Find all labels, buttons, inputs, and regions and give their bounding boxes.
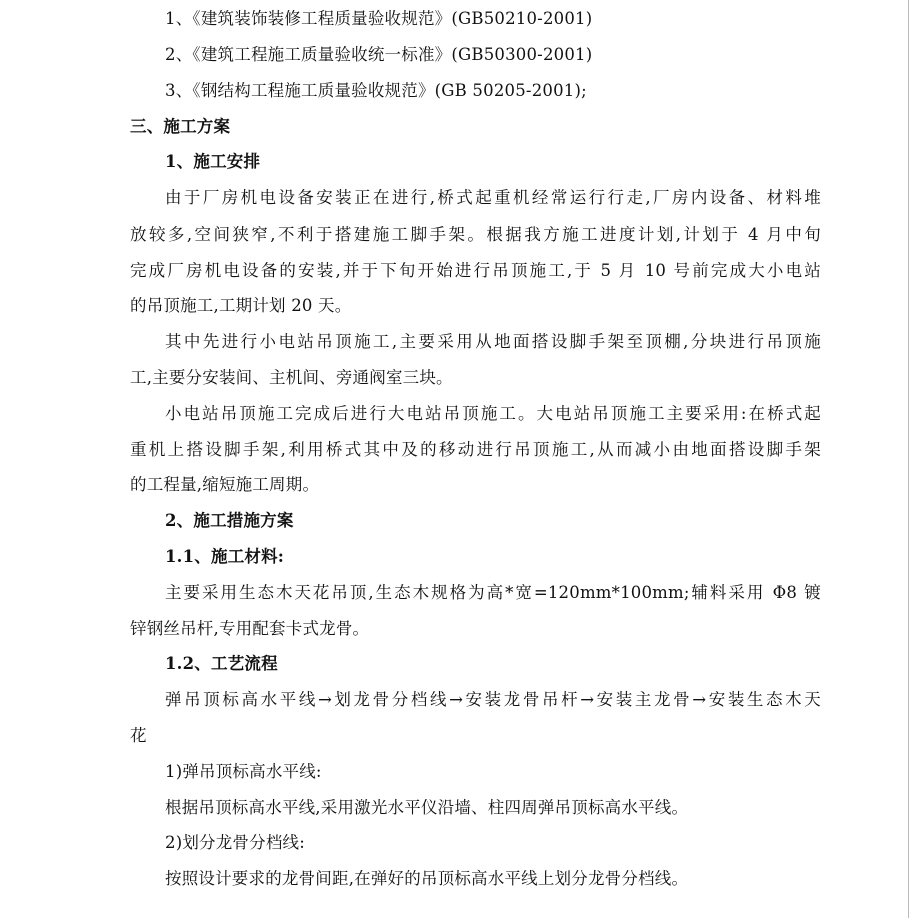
paragraph-line: 工,主要分安装间、主机间、旁通阀室三块。 — [130, 368, 453, 387]
paragraph-line: 由于厂房机电设备安装正在进行,桥式起重机经常运行行走,厂房内设备、材料堆 — [165, 188, 821, 207]
paragraph-line: 锌钢丝吊杆,专用配套卡式龙骨。 — [130, 619, 370, 638]
step-text: 按照设计要求的龙骨间距,在弹好的吊顶标高水平线上划分龙骨分档线。 — [165, 869, 689, 888]
standard-item-2: 2、《建筑工程施工质量验收统一标准》(GB50300-2001) — [165, 45, 593, 64]
paragraph-line: 主要采用生态木天花吊顶,生态木规格为高*宽=120mm*100mm;辅料采用 Φ8 镀 — [165, 583, 821, 602]
paragraph-line: 放较多,空间狭窄,不利于搭建施工脚手架。根据我方施工进度计划,计划于 4 月中旬 — [130, 225, 821, 244]
paragraph-line: 其中先进行小电站吊顶施工,主要采用从地面搭设脚手架至顶棚,分块进行吊顶施 — [165, 332, 821, 351]
process-flow-line: 弹吊顶标高水平线→划龙骨分档线→安装龙骨吊杆→安装主龙骨→安装生态木天 — [165, 690, 821, 709]
paragraph-line: 重机上搭设脚手架,利用桥式其中及的移动进行吊顶施工,从而减小由地面搭设脚手架 — [130, 440, 821, 459]
section-heading: 三、施工方案 — [130, 117, 231, 136]
subsection-heading: 1.1、施工材料: — [165, 547, 285, 566]
subsection-heading: 2、施工措施方案 — [165, 511, 294, 530]
step-heading: 1)弹吊顶标高水平线: — [165, 762, 322, 781]
paragraph-line: 的吊顶施工,工期计划 20 天。 — [130, 296, 352, 315]
standard-item-3: 3、《钢结构工程施工质量验收规范》(GB 50205-2001); — [165, 81, 587, 100]
process-flow-line: 花 — [130, 726, 147, 745]
subsection-heading: 1.2、工艺流程 — [165, 654, 278, 673]
paragraph-line: 小电站吊顶施工完成后进行大电站吊顶施工。大电站吊顶施工主要采用:在桥式起 — [165, 404, 821, 423]
paragraph-line: 完成厂房机电设备的安装,并于下旬开始进行吊顶施工,于 5 月 10 号前完成大小电站 — [130, 261, 821, 280]
step-text: 根据吊顶标高水平线,采用激光水平仪沿墙、柱四周弹吊顶标高水平线。 — [165, 798, 689, 817]
step-heading: 2)划分龙骨分档线: — [165, 833, 305, 852]
standard-item-1: 1、《建筑装饰装修工程质量验收规范》(GB50210-2001) — [165, 9, 593, 28]
subsection-heading: 1、施工安排 — [165, 152, 261, 171]
paragraph-line: 的工程量,缩短施工周期。 — [130, 475, 320, 494]
